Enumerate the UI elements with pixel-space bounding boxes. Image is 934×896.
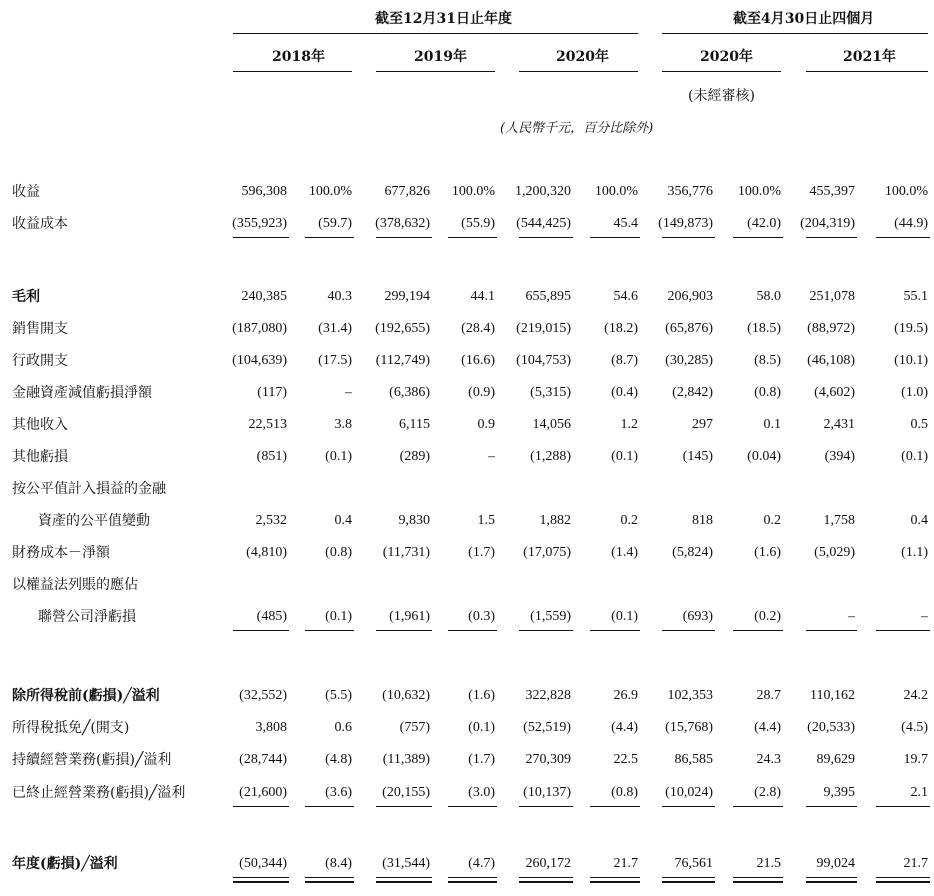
subtotal-underline (448, 806, 497, 807)
amount-cell: (20,533) (807, 720, 855, 735)
subtotal-underline (590, 237, 640, 238)
header-rule-4months (662, 33, 928, 34)
percent-cell: (0.1) (325, 449, 352, 464)
subtotal-underline (590, 630, 640, 631)
subtotal-underline (519, 237, 573, 238)
subtotal-underline (806, 806, 857, 807)
amount-cell: (104,753) (516, 353, 571, 368)
amount-cell: (52,519) (523, 720, 571, 735)
double-underline (376, 877, 432, 883)
amount-cell: (2,842) (672, 385, 713, 400)
amount-cell: (6,386) (389, 385, 430, 400)
subtotal-underline (448, 237, 497, 238)
amount-cell: (851) (256, 449, 287, 464)
amount-cell: (104,639) (232, 353, 287, 368)
year-rule (233, 71, 352, 72)
percent-cell: 26.9 (613, 688, 638, 703)
amount-cell: 89,629 (816, 752, 855, 767)
percent-cell: (5.5) (325, 688, 352, 703)
amount-cell: 6,115 (399, 417, 430, 432)
amount-cell: (50,344) (239, 856, 287, 871)
amount-cell: 299,194 (384, 289, 430, 304)
amount-cell: 86,585 (674, 752, 713, 767)
percent-cell: – (488, 449, 495, 464)
double-underline (876, 877, 930, 883)
amount-cell: 270,309 (525, 752, 571, 767)
subtotal-underline (519, 630, 573, 631)
percent-cell: (18.2) (604, 321, 638, 336)
row-label: 持續經營業務(虧損)╱溢利 (12, 752, 172, 768)
amount-cell: (4,602) (814, 385, 855, 400)
currency-note: (人民幣千元，百分比除外) (500, 121, 654, 136)
double-underline (448, 877, 497, 883)
percent-cell: 2.1 (910, 785, 928, 800)
percent-cell: (16.6) (461, 353, 495, 368)
subtotal-underline (590, 806, 640, 807)
percent-cell: (1.6) (754, 545, 781, 560)
amount-cell: 22,513 (248, 417, 287, 432)
amount-cell: (485) (256, 609, 287, 624)
amount-cell: 240,385 (241, 289, 287, 304)
percent-cell: (55.9) (461, 216, 495, 231)
subtotal-underline (376, 237, 432, 238)
subtotal-underline (233, 237, 289, 238)
amount-cell: 14,056 (532, 417, 571, 432)
subtotal-underline (662, 806, 715, 807)
row-label: 毛利 (12, 289, 40, 305)
amount-cell: 251,078 (809, 289, 855, 304)
amount-cell: (1,961) (389, 609, 430, 624)
amount-cell: 322,828 (525, 688, 571, 703)
amount-cell: (5,029) (814, 545, 855, 560)
amount-cell: 297 (692, 417, 713, 432)
amount-cell: (28,744) (239, 752, 287, 767)
amount-cell: 356,776 (667, 184, 713, 199)
year-2021-4m: 2021年 (843, 49, 896, 65)
row-label: 年度(虧損)╱溢利 (12, 856, 118, 872)
row-label: 資產的公平值變動 (38, 513, 150, 529)
amount-cell: (5,824) (672, 545, 713, 560)
amount-cell: (149,873) (658, 216, 713, 231)
year-2019: 2019年 (414, 49, 467, 65)
amount-cell: (1,288) (530, 449, 571, 464)
percent-cell: 100.0% (594, 184, 638, 199)
subtotal-underline (448, 630, 497, 631)
amount-cell: (355,923) (232, 216, 287, 231)
percent-cell: (59.7) (318, 216, 352, 231)
amount-cell: 9,830 (398, 513, 430, 528)
amount-cell: 9,395 (823, 785, 855, 800)
percent-cell: 40.3 (327, 289, 352, 304)
subtotal-underline (305, 237, 354, 238)
percent-cell: (8.7) (611, 353, 638, 368)
subtotal-underline (733, 630, 783, 631)
percent-cell: 0.2 (763, 513, 781, 528)
percent-cell: 0.2 (620, 513, 638, 528)
percent-cell: (0.1) (901, 449, 928, 464)
percent-cell: (1.4) (611, 545, 638, 560)
amount-cell: (46,108) (807, 353, 855, 368)
percent-cell: 100.0% (737, 184, 781, 199)
subtotal-underline (662, 630, 715, 631)
row-label: 銷售開支 (12, 321, 68, 337)
amount-cell: 2,431 (823, 417, 855, 432)
period-header-4months: 截至4月30日止四個月 (733, 11, 875, 27)
amount-cell: (192,655) (375, 321, 430, 336)
amount-cell: (20,155) (382, 785, 430, 800)
percent-cell: 0.4 (910, 513, 928, 528)
amount-cell: – (848, 609, 855, 624)
double-underline (806, 877, 857, 883)
subtotal-underline (876, 237, 930, 238)
percent-cell: – (921, 609, 928, 624)
percent-cell: (42.0) (747, 216, 781, 231)
subtotal-underline (376, 630, 432, 631)
subtotal-underline (519, 806, 573, 807)
percent-cell: 54.6 (613, 289, 638, 304)
percent-cell: (8.4) (325, 856, 352, 871)
year-2020-4m: 2020年 (700, 49, 753, 65)
percent-cell: 0.1 (763, 417, 781, 432)
percent-cell: 22.5 (613, 752, 638, 767)
amount-cell: (112,749) (375, 353, 430, 368)
period-header-year: 截至12月31日止年度 (375, 11, 512, 27)
subtotal-underline (733, 806, 783, 807)
amount-cell: 1,758 (823, 513, 855, 528)
double-underline (233, 877, 289, 883)
amount-cell: (10,024) (665, 785, 713, 800)
percent-cell: (0.8) (754, 385, 781, 400)
percent-cell: 100.0% (884, 184, 928, 199)
percent-cell: (4.7) (468, 856, 495, 871)
row-label: 其他虧損 (12, 449, 68, 465)
row-label: 已終止經營業務(虧損)╱溢利 (12, 785, 186, 801)
percent-cell: 24.3 (756, 752, 781, 767)
subtotal-underline (806, 237, 857, 238)
amount-cell: 596,308 (241, 184, 287, 199)
percent-cell: (17.5) (318, 353, 352, 368)
amount-cell: (17,075) (523, 545, 571, 560)
row-label: 其他收入 (12, 417, 68, 433)
percent-cell: (10.1) (894, 353, 928, 368)
year-2020: 2020年 (556, 49, 609, 65)
row-label: 收益成本 (12, 216, 68, 232)
percent-cell: 55.1 (903, 289, 928, 304)
percent-cell: 19.7 (903, 752, 928, 767)
amount-cell: 455,397 (809, 184, 855, 199)
row-label: 行政開支 (12, 353, 68, 369)
double-underline (662, 877, 715, 883)
amount-cell: 110,162 (810, 688, 855, 703)
percent-cell: (0.1) (611, 609, 638, 624)
percent-cell: 21.7 (613, 856, 638, 871)
amount-cell: (219,015) (516, 321, 571, 336)
amount-cell: 1,882 (539, 513, 571, 528)
percent-cell: (0.8) (611, 785, 638, 800)
percent-cell: (4.4) (754, 720, 781, 735)
amount-cell: (15,768) (665, 720, 713, 735)
amount-cell: (187,080) (232, 321, 287, 336)
double-underline (305, 877, 354, 883)
percent-cell: (19.5) (894, 321, 928, 336)
row-label: 按公平值計入損益的金融 (12, 481, 166, 497)
amount-cell: (31,544) (382, 856, 430, 871)
row-label: 金融資產減值虧損淨額 (12, 385, 152, 401)
percent-cell: 1.5 (477, 513, 495, 528)
percent-cell: (8.5) (754, 353, 781, 368)
amount-cell: (544,425) (516, 216, 571, 231)
subtotal-underline (733, 237, 783, 238)
amount-cell: (145) (682, 449, 713, 464)
amount-cell: (10,632) (382, 688, 430, 703)
row-label: 以權益法列賬的應佔 (12, 577, 138, 593)
percent-cell: 28.7 (756, 688, 781, 703)
percent-cell: 44.1 (470, 289, 495, 304)
year-rule (376, 71, 495, 72)
amount-cell: (11,731) (382, 545, 430, 560)
amount-cell: 655,895 (525, 289, 571, 304)
percent-cell: 100.0% (451, 184, 495, 199)
amount-cell: (32,552) (239, 688, 287, 703)
percent-cell: (3.0) (468, 785, 495, 800)
amount-cell: (5,315) (530, 385, 571, 400)
percent-cell: (28.4) (461, 321, 495, 336)
percent-cell: (44.9) (894, 216, 928, 231)
percent-cell: (0.2) (754, 609, 781, 624)
amount-cell: 76,561 (674, 856, 713, 871)
percent-cell: 0.4 (334, 513, 352, 528)
subtotal-underline (233, 806, 289, 807)
double-underline (590, 877, 640, 883)
percent-cell: 45.4 (613, 216, 638, 231)
amount-cell: 677,826 (384, 184, 430, 199)
subtotal-underline (876, 806, 930, 807)
amount-cell: 99,024 (816, 856, 855, 871)
row-label: 所得稅抵免╱(開支) (12, 720, 130, 736)
year-rule (806, 71, 928, 72)
subtotal-underline (376, 806, 432, 807)
amount-cell: (10,137) (523, 785, 571, 800)
amount-cell: 2,532 (255, 513, 287, 528)
percent-cell: 0.5 (910, 417, 928, 432)
percent-cell: – (345, 385, 352, 400)
percent-cell: 58.0 (756, 289, 781, 304)
percent-cell: 0.9 (477, 417, 495, 432)
amount-cell: (21,600) (239, 785, 287, 800)
amount-cell: 3,808 (255, 720, 287, 735)
percent-cell: 1.2 (620, 417, 638, 432)
row-label: 聯營公司淨虧損 (38, 609, 136, 625)
percent-cell: (1.7) (468, 545, 495, 560)
year-rule (662, 71, 781, 72)
subtotal-underline (233, 630, 289, 631)
row-label: 收益 (12, 184, 40, 200)
percent-cell: (0.8) (325, 545, 352, 560)
percent-cell: (1.7) (468, 752, 495, 767)
amount-cell: 1,200,320 (515, 184, 571, 199)
amount-cell: (757) (399, 720, 430, 735)
amount-cell: 206,903 (667, 289, 713, 304)
amount-cell: 260,172 (525, 856, 571, 871)
subtotal-underline (876, 630, 930, 631)
amount-cell: 818 (692, 513, 713, 528)
amount-cell: (693) (682, 609, 713, 624)
percent-cell: 100.0% (308, 184, 352, 199)
percent-cell: (18.5) (747, 321, 781, 336)
percent-cell: (31.4) (318, 321, 352, 336)
percent-cell: 0.6 (334, 720, 352, 735)
percent-cell: 21.5 (756, 856, 781, 871)
amount-cell: (4,810) (246, 545, 287, 560)
amount-cell: (289) (399, 449, 430, 464)
percent-cell: (3.6) (325, 785, 352, 800)
amount-cell: (204,319) (800, 216, 855, 231)
header-rule-year (233, 33, 638, 34)
unaudited-note: (未經審核) (688, 88, 755, 104)
percent-cell: (0.4) (611, 385, 638, 400)
percent-cell: 24.2 (903, 688, 928, 703)
row-label: 除所得稅前(虧損)╱溢利 (12, 688, 160, 704)
percent-cell: (0.1) (325, 609, 352, 624)
amount-cell: 102,353 (667, 688, 713, 703)
subtotal-underline (662, 237, 715, 238)
row-label: 財務成本－淨額 (12, 545, 110, 561)
percent-cell: (2.8) (754, 785, 781, 800)
amount-cell: (394) (824, 449, 855, 464)
amount-cell: (30,285) (665, 353, 713, 368)
amount-cell: (117) (257, 385, 287, 400)
amount-cell: (378,632) (375, 216, 430, 231)
percent-cell: 21.7 (903, 856, 928, 871)
percent-cell: (1.1) (901, 545, 928, 560)
double-underline (519, 877, 573, 883)
subtotal-underline (305, 630, 354, 631)
percent-cell: (0.3) (468, 609, 495, 624)
percent-cell: (4.4) (611, 720, 638, 735)
percent-cell: (1.6) (468, 688, 495, 703)
amount-cell: (11,389) (382, 752, 430, 767)
amount-cell: (88,972) (807, 321, 855, 336)
subtotal-underline (305, 806, 354, 807)
year-rule (519, 71, 638, 72)
percent-cell: (0.9) (468, 385, 495, 400)
double-underline (733, 877, 783, 883)
percent-cell: (1.0) (901, 385, 928, 400)
percent-cell: (4.8) (325, 752, 352, 767)
percent-cell: 3.8 (334, 417, 352, 432)
amount-cell: (65,876) (665, 321, 713, 336)
year-2018: 2018年 (272, 49, 325, 65)
percent-cell: (0.04) (747, 449, 781, 464)
subtotal-underline (806, 630, 857, 631)
percent-cell: (4.5) (901, 720, 928, 735)
percent-cell: (0.1) (611, 449, 638, 464)
percent-cell: (0.1) (468, 720, 495, 735)
amount-cell: (1,559) (530, 609, 571, 624)
